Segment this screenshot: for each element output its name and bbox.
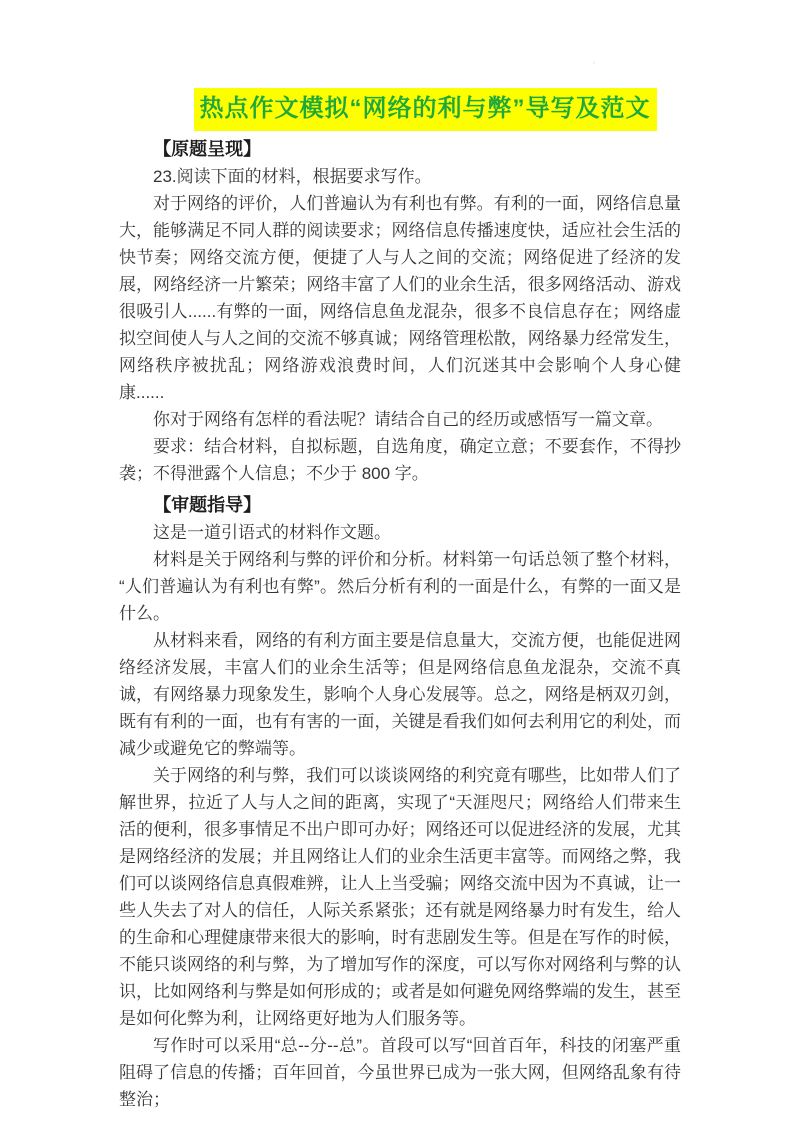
document-title: 热点作文模拟“网络的利与弊”导写及范文 [194, 88, 657, 131]
section-heading-topic-guidance: 【审题指导】 [153, 495, 262, 515]
document-content [119, 88, 681, 1113]
paragraph-guidance-analysis: 从材料来看，网络的有利方面主要是信息量大，交流方便，也能促进网络经济发展，丰富人们的业余生活等；但是网络信息鱼龙混杂，交流不真诚，有网络暴力现象发生，影响个人身心发展等。总之，网络是柄双刃剑，既有有利的一面，也有有害的一面，关键是看我们如何去利用它的利处，而减少或避免它的弊端等。 [119, 631, 681, 758]
paragraph-requirements: 要求：结合材料，自拟标题，自选角度，确定立意；不要套作，不得抄袭；不得泄露个人信息；不少于 800 字。 [119, 437, 681, 483]
document-title-row [144, 88, 706, 131]
stray-mark: · [592, 57, 596, 69]
paragraph-material: 对于网络的评价，人们普遍认为有利也有弊。有利的一面，网络信息量大，能够满足不同人群的阅读要求；网络信息传播速度快，适应社会生活的快节奏；网络交流方便，便捷了人与人之间的交流；网络促进了经济的发展，网络经济一片繁荣；网络丰富了人们的业余生活，很多网络活动、游戏很吸引人......有弊的一面，网络信息鱼龙混杂，很多不良信息存在；网络虚拟空间使人与人之间的交流不够真诚；网络管理松散，网络暴力经常发生，网络秩序被扰乱；网络游戏浪费时间，人们沉迷其中会影响个人身心健康...... [119, 194, 681, 402]
paragraph-guidance-structure: 写作时可以采用“总--分--总”。首段可以写“回首百年，科技的闭塞严重阻碍了信息的传播；百年回首，今虽世界已成为一张大网，但网络乱象有待整治； [119, 1036, 681, 1109]
paragraph-question-intro: 23.阅读下面的材料，根据要求写作。 [153, 167, 432, 186]
section-original-question [119, 136, 681, 487]
section-heading-original-question: 【原题呈现】 [153, 139, 262, 159]
paragraph-guidance-type: 这是一道引语式的材料作文题。 [153, 523, 391, 542]
section-topic-guidance [119, 492, 681, 1113]
paragraph-prompt: 你对于网络有怎样的看法呢？请结合自己的经历或感悟写一篇文章。 [153, 410, 663, 429]
paragraph-guidance-overview: 材料是关于网络利与弊的评价和分析。材料第一句话总领了整个材料，“人们普遍认为有利也有弊”。然后分析有利的一面是什么，有弊的一面又是什么。 [119, 550, 681, 623]
paragraph-guidance-discussion: 关于网络的利与弊，我们可以谈谈网络的利究竟有哪些，比如带人们了解世界，拉近了人与人之间的距离，实现了“天涯咫尺；网络给人们带来生活的便利，很多事情足不出户即可办好；网络还可以促进经济的发展，尤其是网络经济的发展；并且网络让人们的业余生活更丰富等。而网络之弊，我们可以谈网络信息真假难辨，让人上当受骗；网络交流中因为不真诚，让一些人失去了对人的信任，人际关系紧张；还有就是网络暴力时有发生，给人的生命和心理健康带来很大的影响，时有悲剧发生等。但是在写作的时候，不能只谈网络的利与弊，为了增加写作的深度，可以写你对网络利与弊的认识，比如网络利与弊是如何形成的；或者是如何避免网络弊端的发生，甚至是如何化弊为利，让网络更好地为人们服务等。 [119, 766, 681, 1028]
